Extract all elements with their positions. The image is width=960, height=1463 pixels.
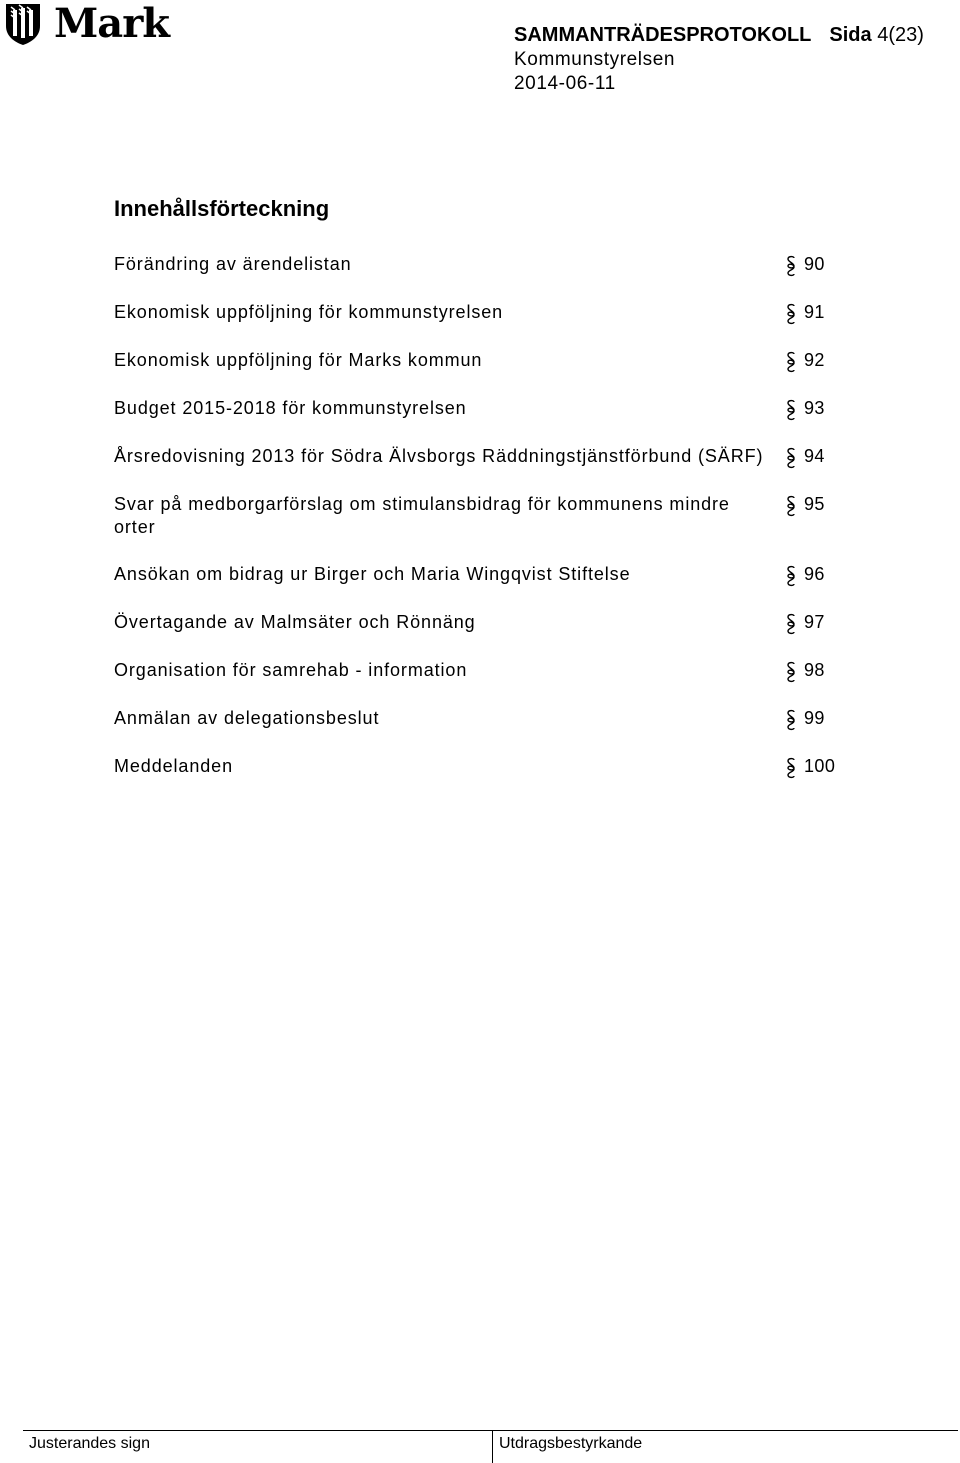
section-sign-icon [786, 613, 796, 635]
toc-item-section-number: 96 [804, 564, 825, 584]
toc-list [114, 253, 874, 803]
toc-item-title: Årsredovisning 2013 för Södra Älvsborgs Räddningstjänstförbund (SÄRF) [114, 446, 764, 466]
toc-item-reference [786, 253, 825, 277]
section-sign-icon [786, 255, 796, 277]
section-sign-icon [786, 757, 796, 779]
section-sign-icon [786, 447, 796, 469]
toc-item-reference [786, 301, 825, 325]
toc-item [114, 349, 874, 373]
toc-item-section-number: 90 [804, 254, 825, 274]
toc-item [114, 563, 874, 587]
toc-item-reference [786, 611, 825, 635]
toc-item [114, 611, 874, 635]
section-sign-icon [786, 661, 796, 683]
toc-item-title: Förändring av ärendelistan [114, 254, 352, 274]
toc-item-reference [786, 493, 825, 517]
logo-text: Mark [54, 0, 169, 47]
toc-item-title: Ekonomisk uppföljning för kommunstyrelsen [114, 302, 504, 322]
municipality-logo [4, 2, 169, 46]
section-sign-icon [786, 495, 796, 517]
toc-item-section-number: 94 [804, 446, 825, 466]
toc-item-reference [786, 707, 825, 731]
meeting-date: 2014-06-11 [514, 73, 616, 94]
toc-item-title: Anmälan av delegationsbeslut [114, 708, 380, 728]
toc-item [114, 397, 874, 421]
toc-item-reference [786, 397, 825, 421]
toc-item-reference [786, 445, 825, 469]
municipality-shield-icon [4, 2, 42, 46]
toc-item-section-number: 97 [804, 612, 825, 632]
document-title: SAMMANTRÄDESPROTOKOLL [514, 24, 812, 46]
toc-item-section-number: 100 [804, 756, 836, 776]
toc-item-reference [786, 755, 835, 779]
section-sign-icon [786, 303, 796, 325]
toc-item [114, 755, 874, 779]
document-header [514, 22, 954, 96]
toc-item-section-number: 91 [804, 302, 825, 322]
toc-item-reference [786, 563, 825, 587]
toc-item-section-number: 98 [804, 660, 825, 680]
toc-item [114, 493, 874, 539]
toc-item-section-number: 99 [804, 708, 825, 728]
committee-name: Kommunstyrelsen [514, 49, 676, 70]
toc-item-title: Budget 2015-2018 för kommunstyrelsen [114, 398, 467, 418]
toc-item-section-number: 95 [804, 494, 825, 514]
toc-item-title: Ansökan om bidrag ur Birger och Maria Wingqvist Stiftelse [114, 564, 631, 584]
toc-item-title: Svar på medborgarförslag om stimulansbidrag för kommunens mindre orter [114, 494, 730, 537]
toc-item-title: Meddelanden [114, 756, 233, 776]
footer [23, 1430, 958, 1463]
footer-divider [492, 1431, 493, 1463]
section-sign-icon [786, 351, 796, 373]
toc-item-title: Organisation för samrehab - information [114, 660, 468, 680]
page-number: 4(23) [877, 24, 924, 46]
toc-item-reference [786, 349, 825, 373]
toc-item-section-number: 92 [804, 350, 825, 370]
document-title-line [514, 22, 954, 48]
toc-item-reference [786, 659, 825, 683]
toc-item [114, 659, 874, 683]
toc-item-title: Övertagande av Malmsäter och Rönnäng [114, 612, 476, 632]
section-sign-icon [786, 399, 796, 421]
toc-item [114, 253, 874, 277]
toc-item-title: Ekonomisk uppföljning för Marks kommun [114, 350, 483, 370]
signature-label: Justerandes sign [29, 1435, 150, 1452]
toc-item [114, 707, 874, 731]
toc-item [114, 301, 874, 325]
section-sign-icon [786, 565, 796, 587]
toc-item-section-number: 93 [804, 398, 825, 418]
section-sign-icon [786, 709, 796, 731]
toc-heading: Innehållsförteckning [114, 196, 330, 221]
page-label: Sida [829, 24, 872, 46]
toc-item [114, 445, 874, 469]
certification-label: Utdragsbestyrkande [499, 1435, 643, 1452]
